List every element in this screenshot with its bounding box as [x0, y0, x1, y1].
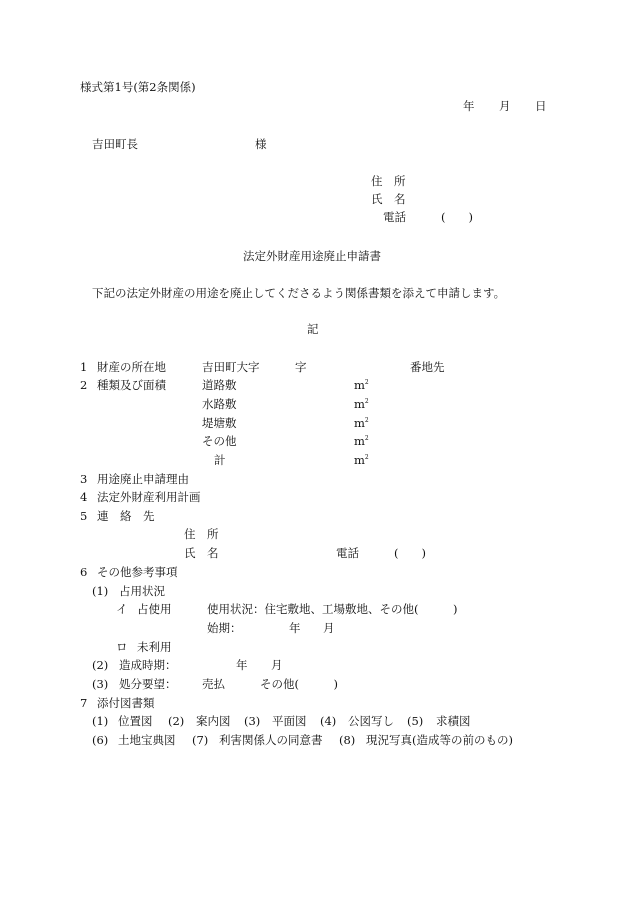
- date-day: 日: [535, 99, 547, 113]
- sub-3-label: 処分要望：: [119, 677, 177, 691]
- intro-text: 下記の法定外財産の用途を廃止してくださるよう関係書類を添えて申請します。: [92, 286, 506, 300]
- start-month: 月: [323, 621, 335, 635]
- usage-status: 使用状況：住宅敷地、工場敷地、その他( ): [207, 602, 458, 616]
- item-7-number: 7: [80, 696, 88, 710]
- item-7-label: 添付図書類: [97, 696, 155, 710]
- contact-name-label: 氏 名: [184, 546, 219, 560]
- item-4-number: 4: [80, 490, 88, 504]
- disposal-option-other: その他( ): [260, 677, 338, 691]
- attachment-label: 位置図: [118, 714, 153, 728]
- attachment-label: 現況写真(造成等の前のもの): [366, 733, 513, 747]
- area-unit: $m^2$: [354, 434, 369, 448]
- sub-2-label: 造成時期：: [119, 658, 177, 672]
- contact-phone-paren: ( ): [394, 546, 426, 560]
- start-year: 年: [289, 621, 301, 635]
- addressee-name: 吉田町長: [92, 137, 138, 151]
- item-2-label: 種類及び面積: [97, 378, 166, 392]
- item-3-label: 用途廃止申請理由: [97, 472, 189, 486]
- occupancy-a-mark: イ: [116, 602, 128, 616]
- item-5-number: 5: [80, 509, 88, 523]
- area-kind: その他: [202, 434, 237, 448]
- item-1-number: 1: [80, 360, 88, 374]
- sub-1-label: 占用状況: [119, 584, 165, 598]
- area-total-label: 計: [214, 453, 226, 467]
- attachment-number: (1): [92, 714, 109, 728]
- item-6-number: 6: [80, 565, 88, 579]
- attachment-label: 案内図: [196, 714, 231, 728]
- area-kind: 水路敷: [202, 397, 237, 411]
- disposal-option-sale: 売払: [202, 677, 225, 691]
- item-1-label: 財産の所在地: [97, 360, 166, 374]
- sub-2-number: (2): [92, 658, 109, 672]
- sub-3-number: (3): [92, 677, 109, 691]
- item-4-label: 法定外財産利用計画: [97, 490, 201, 504]
- attachment-number: (7): [192, 733, 209, 747]
- contact-address-label: 住 所: [184, 527, 219, 541]
- applicant-phone-paren: ( ): [441, 210, 473, 224]
- addressee-honorific: 様: [255, 137, 267, 151]
- item-1-aza: 字: [295, 360, 307, 374]
- area-unit: $m^2$: [354, 397, 369, 411]
- sub-1-number: (1): [92, 584, 109, 598]
- start-label: 始期：: [207, 621, 242, 635]
- applicant-phone-label: 電話: [383, 210, 406, 224]
- occupancy-b-mark: ロ: [116, 640, 128, 654]
- document-title: 法定外財産用途廃止申請書: [243, 249, 381, 263]
- applicant-name-label: 氏 名: [371, 192, 406, 206]
- attachment-number: (6): [92, 733, 109, 747]
- form-number: 様式第1号(第2条関係): [80, 80, 196, 94]
- occupancy-a-label: 占使用: [137, 602, 172, 616]
- contact-phone-label: 電話: [336, 546, 359, 560]
- attachment-label: 利害関係人の同意書: [219, 733, 323, 747]
- item-5-label: 連 絡 先: [97, 509, 155, 523]
- attachment-number: (5): [407, 714, 424, 728]
- item-1-banchi: 番地先: [410, 360, 445, 374]
- item-6-label: その他参考事項: [97, 565, 178, 579]
- attachment-label: 平面図: [272, 714, 307, 728]
- attachment-label: 公図写し: [348, 714, 394, 728]
- area-unit: $m^2$: [354, 378, 369, 392]
- occupancy-b-label: 未利用: [137, 640, 172, 654]
- date-month: 月: [499, 99, 511, 113]
- attachment-label: 土地宝典図: [118, 733, 176, 747]
- ki-heading: 記: [307, 322, 319, 336]
- attachment-number: (3): [244, 714, 261, 728]
- attachment-label: 求積図: [436, 714, 471, 728]
- item-1-town: 吉田町大字: [202, 360, 260, 374]
- area-unit: $m^2$: [354, 453, 369, 467]
- attachment-number: (2): [168, 714, 185, 728]
- item-2-number: 2: [80, 378, 88, 392]
- attachment-number: (8): [339, 733, 356, 747]
- item-3-number: 3: [80, 472, 88, 486]
- area-kind: 堤塘敷: [202, 416, 237, 430]
- attachment-number: (4): [320, 714, 337, 728]
- applicant-address-label: 住 所: [371, 174, 406, 188]
- area-kind: 道路敷: [202, 378, 237, 392]
- built-year: 年: [236, 658, 248, 672]
- built-month: 月: [271, 658, 283, 672]
- date-year: 年: [463, 99, 475, 113]
- area-unit: $m^2$: [354, 416, 369, 430]
